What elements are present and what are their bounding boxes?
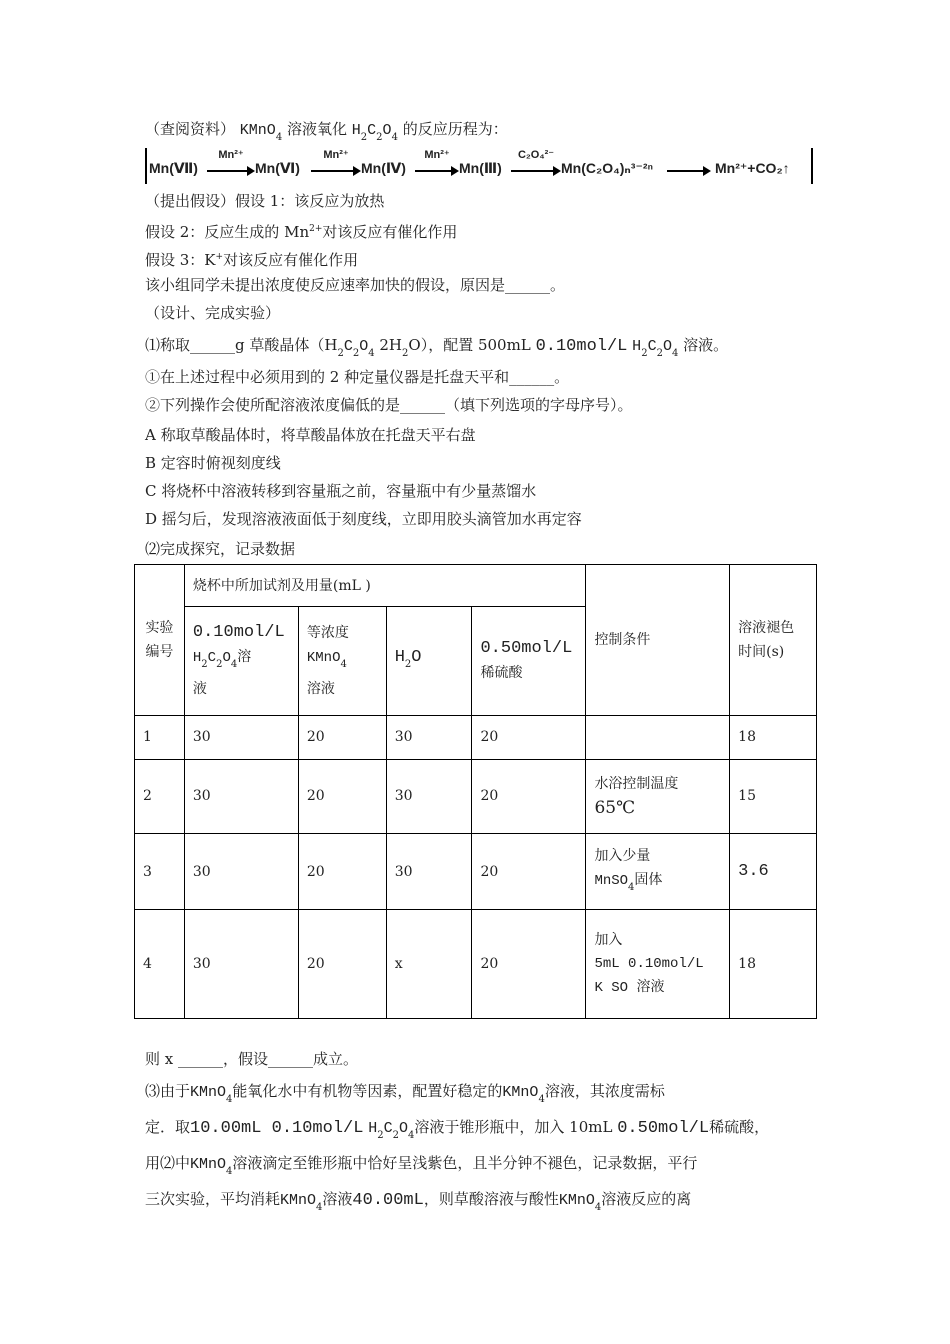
cell-no: 4: [135, 910, 185, 1019]
intro-acid-o: O: [382, 122, 392, 139]
arrow-head-icon: [703, 166, 711, 176]
header-water-o: O: [411, 647, 422, 667]
arrow-head-icon: [553, 166, 561, 176]
intro-reagent: KMnO: [239, 122, 276, 139]
header-condition: 控制条件: [586, 565, 730, 716]
species-mn4: Mn(Ⅳ): [361, 160, 406, 176]
hypothesis-3-b: 对该反应有催化作用: [223, 251, 359, 269]
cell-water: 30: [386, 759, 472, 833]
header-kmno4-a: 等浓度: [306, 624, 349, 641]
cell-sulfuric: 20: [472, 759, 586, 833]
table-row: [135, 759, 817, 833]
cell-condition-line2: 5mL 0.10mol/L: [594, 956, 704, 973]
option-b: B 定容时俯视刻度线: [145, 454, 281, 472]
option-d: D 摇匀后，发现溶液液面低于刻度线，立即用胶头滴管加水再定容: [145, 510, 582, 528]
header-time: 溶液褪色时间(s): [730, 565, 817, 716]
table-header-row-1: [135, 565, 817, 607]
arrow-head-icon: [247, 166, 255, 176]
arrow-3-label: Mn²⁺: [424, 149, 450, 161]
part3-line1: ⑶由于KMnO$_4$能氧化水中有机物等因素，配置好稳定的KMnO$_4$溶液，其浓度需标: [145, 1082, 665, 1105]
part3-l3-b: KMnO: [190, 1156, 227, 1173]
table-row: [135, 715, 817, 759]
cell-oxalic: 30: [184, 759, 298, 833]
hypothesis-question: 该小组同学未提出浓度使反应速率加快的假设，原因是______。: [145, 276, 566, 294]
part3-l3-c: 溶液滴定至锥形瓶中恰好呈浅紫色，且半分钟不褪色，记录数据，平行: [232, 1154, 698, 1172]
part3-l4-a: 三次实验，平均消耗: [145, 1190, 281, 1208]
arrow-head-icon: [451, 166, 459, 176]
cell-condition: [586, 759, 730, 833]
part3-l4-e: ，则草酸溶液与酸性: [423, 1190, 559, 1208]
arrow-head-icon: [353, 166, 361, 176]
cell-sulfuric: 20: [472, 910, 586, 1019]
part3-l2-d: C: [383, 1120, 393, 1137]
part3-line4: 三次实验，平均消耗KMnO$_4$溶液40.00mL，则草酸溶液与酸性KMnO$_4$溶液反应的离: [145, 1190, 692, 1213]
cell-condition-line3: 固体: [634, 871, 663, 888]
species-products: Mn²⁺+CO₂↑: [715, 160, 790, 176]
hypothesis-3: [145, 246, 358, 271]
header-water: $H_2O$: [386, 607, 472, 715]
cell-no: 1: [135, 715, 185, 759]
hypothesis-2: [145, 218, 457, 243]
header-oxalic-h: H: [192, 649, 202, 666]
hypothesis-3-a: 假设 3：K: [145, 251, 216, 269]
hypothesis-2-a: 假设 2：反应生成的 Mn: [145, 223, 310, 241]
part3-l1-b: KMnO: [190, 1084, 227, 1101]
arrow-2-label: Mn²⁺: [323, 149, 349, 161]
cell-condition-line1: 加入: [594, 932, 623, 949]
header-oxalic-e: 溶: [237, 648, 252, 665]
cell-sulfuric: 20: [472, 715, 586, 759]
part3-l4-f: KMnO: [558, 1192, 595, 1209]
part3-line2: 定．取10.00mL 0.10mol/L $H_2C_2O_4$溶液于锥形瓶中，加入 10mL 0.50mol/L稀硫酸，: [145, 1118, 770, 1141]
step1-f: H: [632, 338, 642, 355]
part3-l1-c: 能氧化水中有机物等因素，配置好稳定的: [232, 1082, 503, 1100]
cell-kmno4: 20: [298, 715, 386, 759]
experiment-table: [134, 564, 817, 1019]
species-mn6: Mn(Ⅵ): [255, 160, 300, 176]
part3-l2-c: H: [368, 1120, 378, 1137]
arrow-1-label: Mn²⁺: [218, 149, 244, 161]
part3-l2-g: 0.50mol/L: [617, 1119, 710, 1138]
question-2: ②下列操作会使所配溶液浓度偏低的是______（填下列选项的字母序号）。: [145, 396, 633, 414]
cell-condition: [586, 910, 730, 1019]
species-complex: Mn(C₂O₄)ₙ³⁻²ⁿ: [561, 160, 654, 176]
cell-kmno4: 20: [298, 759, 386, 833]
cell-time: 18: [730, 910, 817, 1019]
intro-acid-h: H: [351, 122, 361, 139]
part3-l2-b: 10.00mL 0.10mol/L: [190, 1119, 364, 1138]
step1-b: C: [343, 338, 353, 355]
cell-kmno4: 20: [298, 910, 386, 1019]
header-sulfuric-a: 0.50mol/L: [480, 638, 573, 658]
intro-line: [145, 118, 508, 149]
header-water-h: H: [394, 647, 405, 667]
option-a: A 称取草酸晶体时，将草酸晶体放在托盘天平右盘: [145, 426, 476, 444]
hypothesis-1: （提出假设）假设 1：该反应为放热: [145, 192, 385, 210]
species-mn3: Mn(Ⅲ): [459, 160, 502, 176]
part3-l4-d: 40.00mL: [352, 1191, 424, 1210]
design-step-1: ⑴称取______g 草酸晶体（$H_2C_2O_4$ $2H_2O$），配置 500mL 0.10mol/L $H_2C_2O_4$ 溶液。: [145, 336, 729, 359]
table-row: [135, 834, 817, 910]
cell-kmno4: 20: [298, 834, 386, 910]
part3-l4-g: 溶液反应的离: [601, 1190, 692, 1208]
intro-suffix: 的反应历程为：: [402, 120, 508, 138]
header-reagents: 烧杯中所加试剂及用量(mL ): [184, 565, 586, 607]
cell-sulfuric: 20: [472, 834, 586, 910]
question-1: ①在上述过程中必须用到的 2 种定量仪器是托盘天平和______。: [145, 368, 570, 386]
cell-condition-line1: 水浴控制温度: [594, 776, 679, 793]
cell-time: 15: [730, 759, 817, 833]
cell-water: 30: [386, 715, 472, 759]
hypothesis-2-b: 对该反应有催化作用: [322, 223, 458, 241]
part3-l1-d: KMnO: [502, 1084, 539, 1101]
design-title: （设计、完成实验）: [145, 304, 281, 322]
intro-reagent-sub: 4: [275, 132, 283, 143]
arrow-2: [311, 148, 361, 184]
part3-line3: 用⑵中KMnO$_4$溶液滴定至锥形瓶中恰好呈浅紫色，且半分钟不褪色，记录数据，平行: [145, 1154, 698, 1177]
hypothesis-2-sup: 2+: [309, 224, 323, 234]
step-2-title: ⑵完成探究，记录数据: [145, 540, 296, 558]
cell-oxalic: 30: [184, 910, 298, 1019]
cell-water: 30: [386, 834, 472, 910]
cell-condition-line2: 65℃: [594, 798, 636, 819]
step1-a: ⑴称取______g 草酸晶体（H: [145, 336, 338, 354]
part3-l4-b: KMnO: [280, 1192, 317, 1209]
reaction-scheme: [145, 148, 813, 184]
header-oxalic: 0.10mol/L $H_2C_2O_4$溶 液: [184, 607, 298, 715]
part3-l2-a: 定．取: [145, 1118, 191, 1136]
header-kmno4-b: KMnO: [306, 649, 341, 666]
cell-oxalic: 30: [184, 715, 298, 759]
intro-acid-c: C: [367, 122, 377, 139]
header-oxalic-o: O: [222, 649, 231, 666]
header-sulfuric: [472, 607, 586, 715]
part3-l4-c: 溶液: [322, 1190, 353, 1208]
step1-d: 2H: [374, 336, 403, 354]
step1-c: O: [359, 338, 369, 355]
part3-l1-a: ⑶由于: [145, 1082, 191, 1100]
conclusion-line: 则 x ______，假设______成立。: [145, 1050, 358, 1068]
part3-l2-e: O: [399, 1120, 409, 1137]
cell-condition-line3: K SO 溶液: [594, 980, 665, 997]
part3-l2-h: 稀硫酸，: [709, 1118, 770, 1136]
intro-acid-sub3: 4: [391, 132, 398, 143]
step1-g: C: [647, 338, 657, 355]
part3-l1-e: 溶液，其浓度需标: [544, 1082, 665, 1100]
intro-acid-sub2: 2: [376, 132, 383, 143]
cell-condition-line2: MnSO: [594, 872, 629, 889]
cell-time: 3.6: [730, 834, 817, 910]
arrow-5: [667, 148, 711, 184]
cell-condition-line1: 加入少量: [594, 847, 651, 864]
step1-e: O），配置 500mL: [408, 336, 531, 354]
part3-l3-a: 用⑵中: [145, 1154, 191, 1172]
arrow-4-label: C₂O₄²⁻: [517, 149, 555, 161]
cell-water: x: [386, 910, 472, 1019]
species-mn7: Mn(Ⅶ): [149, 160, 198, 176]
header-oxalic-c: C: [207, 649, 217, 666]
intro-mid: 溶液氧化: [286, 120, 347, 138]
header-kmno4: 等浓度 KMnO$_4$ 溶液: [298, 607, 386, 715]
step1-conc: 0.10mol/L: [535, 337, 628, 356]
intro-prefix: （查阅资料）: [145, 120, 236, 138]
header-oxalic-conc: 0.10mol/L: [192, 622, 285, 642]
option-c: C 将烧杯中溶液转移到容量瓶之前，容量瓶中有少量蒸馏水: [145, 482, 537, 500]
cell-no: 2: [135, 759, 185, 833]
cell-time: 18: [730, 715, 817, 759]
part3-l2-f: 溶液于锥形瓶中，加入 10mL: [414, 1118, 613, 1136]
header-exp-no: 实验编号: [135, 565, 185, 716]
cell-no: 3: [135, 834, 185, 910]
header-oxalic-f: 液: [192, 680, 207, 697]
cell-condition: 加入少量 MnSO$_4$固体: [586, 834, 730, 910]
arrow-4: [511, 148, 561, 184]
header-sulfuric-b: 稀硫酸: [480, 664, 523, 681]
step1-i: 溶液。: [683, 336, 729, 354]
table-row: [135, 910, 817, 1019]
cell-oxalic: 30: [184, 834, 298, 910]
cell-condition: [586, 715, 730, 759]
header-kmno4-c: 溶液: [306, 680, 335, 697]
intro-acid-sub1: 2: [360, 132, 368, 143]
hypothesis-3-sup: +: [215, 252, 224, 262]
arrow-1: [207, 148, 255, 184]
arrow-3: [415, 148, 459, 184]
step1-h: O: [662, 338, 672, 355]
